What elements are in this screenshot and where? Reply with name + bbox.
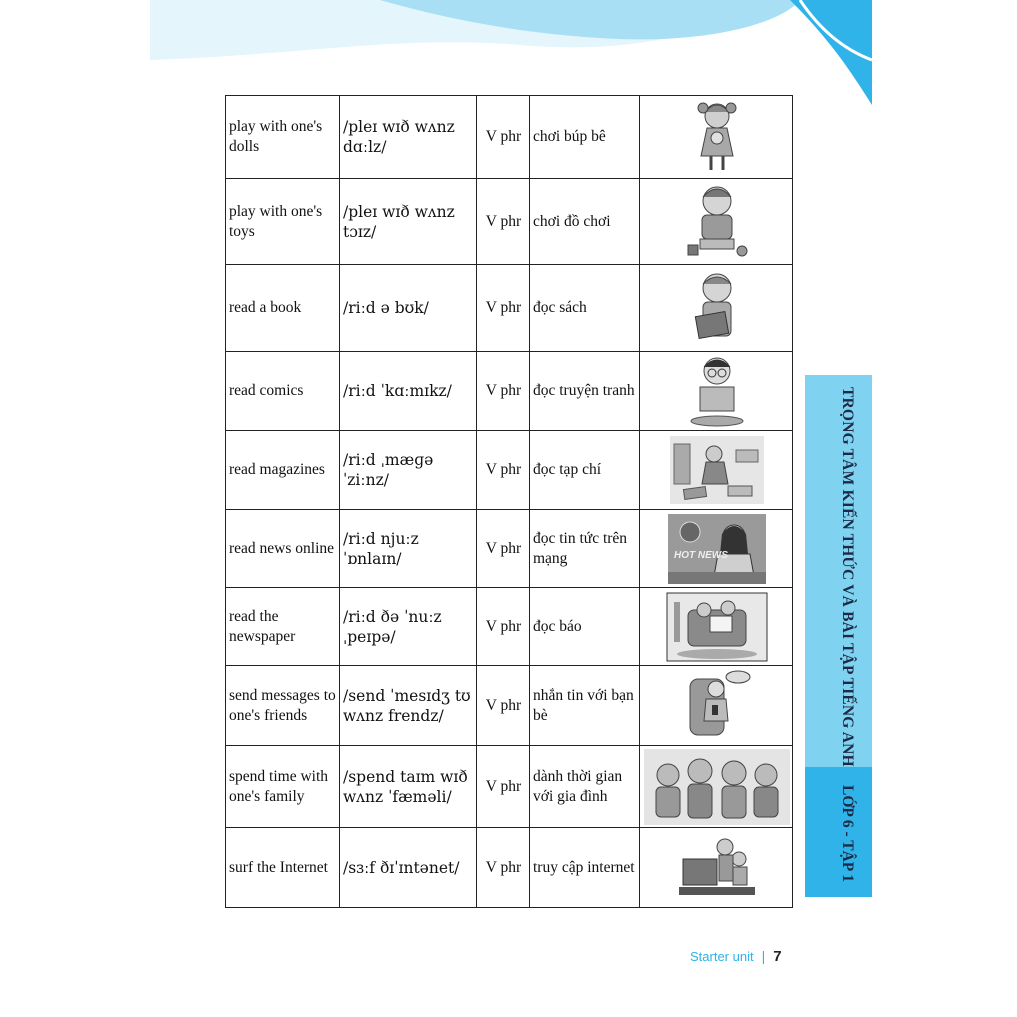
family-reading-newspaper-image <box>666 592 768 662</box>
meaning-cell: chơi búp bê <box>530 96 640 179</box>
girl-with-doll-image <box>687 98 747 176</box>
table-row <box>226 666 793 746</box>
news-anchor-image <box>668 514 766 584</box>
ipa-cell: /pleɪ wɪð wʌnz tɔɪz/ <box>340 179 477 265</box>
boy-reading-comics-image <box>686 355 748 427</box>
pos-cell: V phr <box>477 666 530 746</box>
meaning-cell: đọc tin tức trên mạng <box>530 510 640 588</box>
table-row <box>226 746 793 828</box>
table-row <box>226 431 793 510</box>
unit-label: Starter unit <box>690 948 754 964</box>
phrase-cell: spend time with one's family <box>226 746 340 828</box>
boy-with-toys-image <box>684 183 750 261</box>
footer-separator: | <box>761 948 766 964</box>
ipa-cell: /riːd ˈkɑːmɪkz/ <box>340 352 477 431</box>
ipa-cell: /riːd ðə ˈnuːzˌpeɪpə/ <box>340 588 477 666</box>
phrase-cell: play with one's toys <box>226 179 340 265</box>
table-row <box>226 179 793 265</box>
pos-cell: V phr <box>477 179 530 265</box>
table-row <box>226 96 793 179</box>
pos-cell: V phr <box>477 746 530 828</box>
table-row <box>226 510 793 588</box>
meaning-cell: chơi đồ chơi <box>530 179 640 265</box>
meaning-cell: dành thời gian với gia đình <box>530 746 640 828</box>
table-row <box>226 265 793 352</box>
meaning-cell: đọc sách <box>530 265 640 352</box>
meaning-cell: đọc báo <box>530 588 640 666</box>
kids-at-computer-image <box>679 835 755 901</box>
meaning-cell: đọc tạp chí <box>530 431 640 510</box>
illustration-cell <box>640 828 793 908</box>
family-group-image <box>644 749 790 825</box>
illustration-cell <box>640 588 793 666</box>
phrase-cell: read the newspaper <box>226 588 340 666</box>
table-row <box>226 828 793 908</box>
phrase-cell: send messages to one's friends <box>226 666 340 746</box>
illustration-cell <box>640 431 793 510</box>
ipa-cell: /riːd ˌmæɡəˈziːnz/ <box>340 431 477 510</box>
illustration-cell <box>640 352 793 431</box>
phrase-cell: play with one's dolls <box>226 96 340 179</box>
meaning-cell: truy cập internet <box>530 828 640 908</box>
illustration-cell <box>640 265 793 352</box>
vocabulary-table <box>225 95 793 908</box>
phrase-cell: read comics <box>226 352 340 431</box>
ipa-cell: /spend taɪm wɪð wʌnz ˈfæməli/ <box>340 746 477 828</box>
phrase-cell: read a book <box>226 265 340 352</box>
ipa-cell: /riːd njuːz ˈɒnlaɪn/ <box>340 510 477 588</box>
pos-cell: V phr <box>477 96 530 179</box>
illustration-cell <box>640 179 793 265</box>
phrase-cell: read magazines <box>226 431 340 510</box>
pos-cell: V phr <box>477 352 530 431</box>
illustration-cell <box>640 96 793 179</box>
page-number: 7 <box>773 947 782 965</box>
meaning-cell: đọc truyện tranh <box>530 352 640 431</box>
side-tab <box>805 375 872 897</box>
illustration-cell <box>640 746 793 828</box>
hot-news-badge: HOT NEWS <box>673 549 728 561</box>
table-row <box>226 352 793 431</box>
header-wave <box>0 0 1017 110</box>
grade-label: LỚP 6 - TẬP 1 <box>839 785 856 883</box>
pos-cell: V phr <box>477 431 530 510</box>
phrase-cell: surf the Internet <box>226 828 340 908</box>
table-row <box>226 588 793 666</box>
girl-with-magazines-image <box>670 436 764 504</box>
ipa-cell: /send ˈmesɪdʒ tʊ wʌnz frendz/ <box>340 666 477 746</box>
ipa-cell: /sɜːf ðɪˈɪntənet/ <box>340 828 477 908</box>
page-footer <box>690 946 782 966</box>
pos-cell: V phr <box>477 828 530 908</box>
illustration-cell <box>640 510 793 588</box>
ipa-cell: /riːd ə bʊk/ <box>340 265 477 352</box>
illustration-cell <box>640 666 793 746</box>
pos-cell: V phr <box>477 510 530 588</box>
book-title: TRỌNG TÂM KIẾN THỨC VÀ BÀI TẬP TIẾNG ANH <box>839 387 856 767</box>
boy-texting-image <box>682 669 752 743</box>
pos-cell: V phr <box>477 588 530 666</box>
phrase-cell: read news online <box>226 510 340 588</box>
pos-cell: V phr <box>477 265 530 352</box>
ipa-cell: /pleɪ wɪð wʌnz dɑːlz/ <box>340 96 477 179</box>
meaning-cell: nhắn tin với bạn bè <box>530 666 640 746</box>
boy-reading-book-image <box>687 268 747 348</box>
